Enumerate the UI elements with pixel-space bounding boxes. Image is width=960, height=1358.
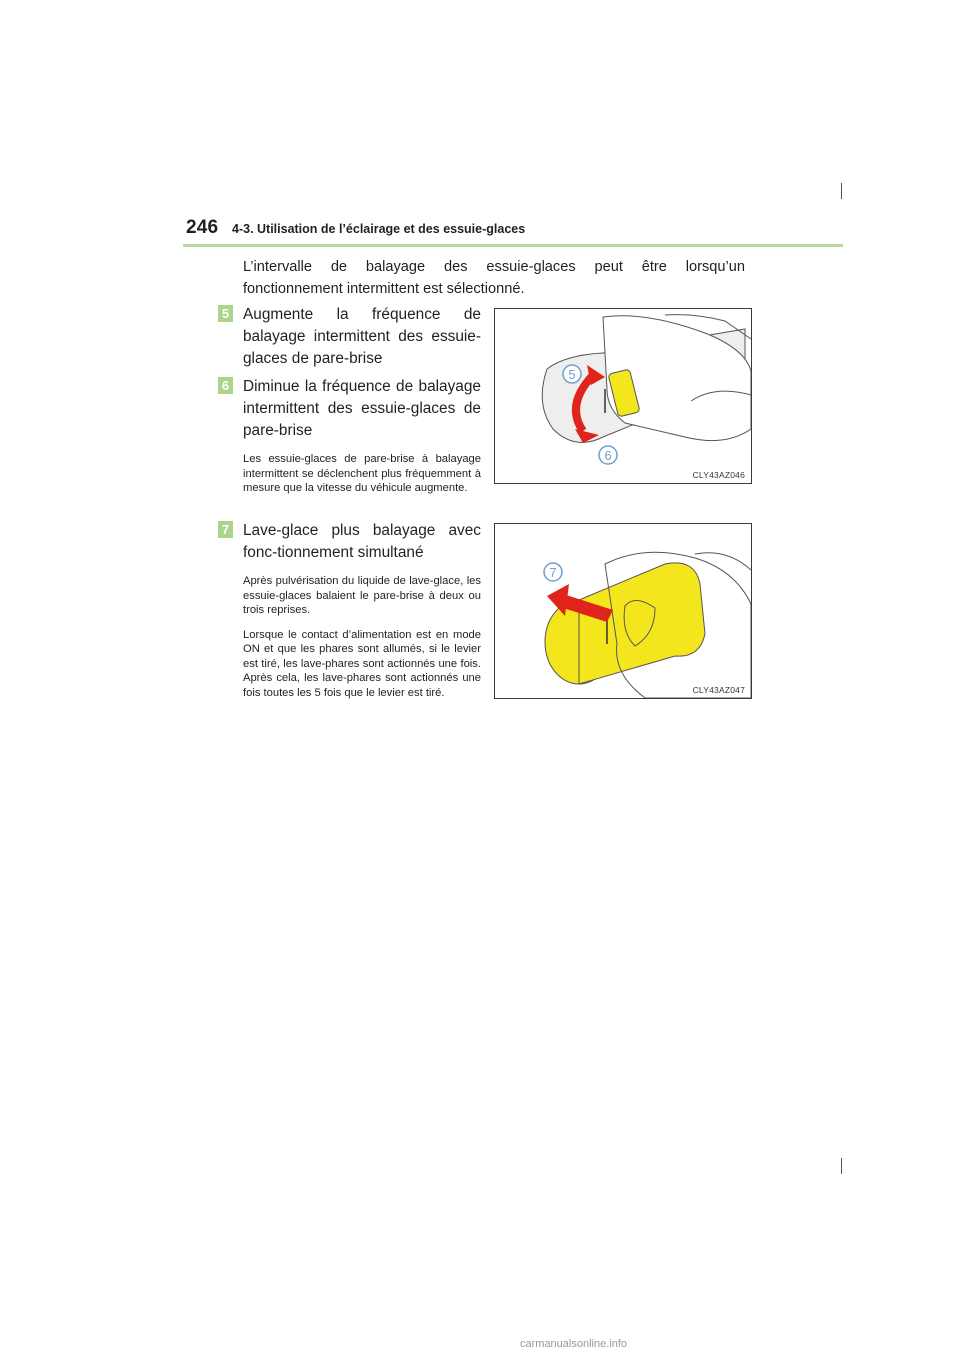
item-note-6a: Les essuie-glaces de pare-brise à balayage intermittent se déclenchent plus fréquemment à mesure que la vitesse du véhicule augmente. [243, 453, 481, 494]
item-badge-5: 5 [218, 305, 233, 322]
item-title-7: Lave-glace plus balayage avec fonc-tionnement simultané [243, 522, 481, 561]
item-title-6: Diminue la fréquence de balayage intermittent des essuie-glaces de pare-brise [243, 378, 481, 439]
item-note-7b: Lorsque le contact d’alimentation est en mode ON et que les phares sont allumés, si le levier est tiré, les lave-phares sont actionnés une fois. Après cela, les lave-phares sont actionnés une fois toutes les 5 fois que le levier est tiré. [243, 628, 481, 699]
figure-wiper-interval [494, 308, 752, 484]
item-badge-7: 7 [218, 521, 233, 538]
page-number: 246 [186, 217, 219, 238]
header-rule [183, 244, 843, 247]
crop-mark-top [841, 183, 842, 199]
list-item-7 [218, 520, 481, 700]
callout-5-icon [563, 365, 581, 383]
callout-6-label: 6 [604, 448, 612, 463]
wiper-lever-illustration [495, 309, 751, 483]
item-title-5: Augmente la fréquence de balayage intermittent des essuie-glaces de pare-brise [243, 306, 481, 367]
intro-paragraph: L’intervalle de balayage des essuie-glaces peut être lorsqu’un fonctionnement intermittent est sélectionné. [243, 259, 745, 297]
callout-5-label: 5 [568, 367, 576, 382]
washer-lever-illustration [495, 524, 751, 698]
item-badge-6: 6 [218, 377, 233, 394]
list-item-5 [218, 304, 481, 370]
list-item-6 [218, 376, 481, 496]
figure-code-046: CLY43AZ046 [692, 470, 745, 480]
callout-7-icon [544, 563, 562, 581]
callout-7-label: 7 [549, 565, 557, 580]
section-title: 4-3. Utilisation de l’éclairage et des essuie-glaces [232, 222, 526, 236]
item-note-7a: Après pulvérisation du liquide de lave-glace, les essuie-glaces balaient le pare-brise à deux ou trois reprises. [243, 575, 481, 616]
crop-mark-bottom [841, 1158, 842, 1174]
figure-washer [494, 523, 752, 699]
callout-6-icon [599, 446, 617, 464]
figure-code-047: CLY43AZ047 [692, 685, 745, 695]
footer-watermark: carmanualsonline.info [520, 1338, 628, 1350]
